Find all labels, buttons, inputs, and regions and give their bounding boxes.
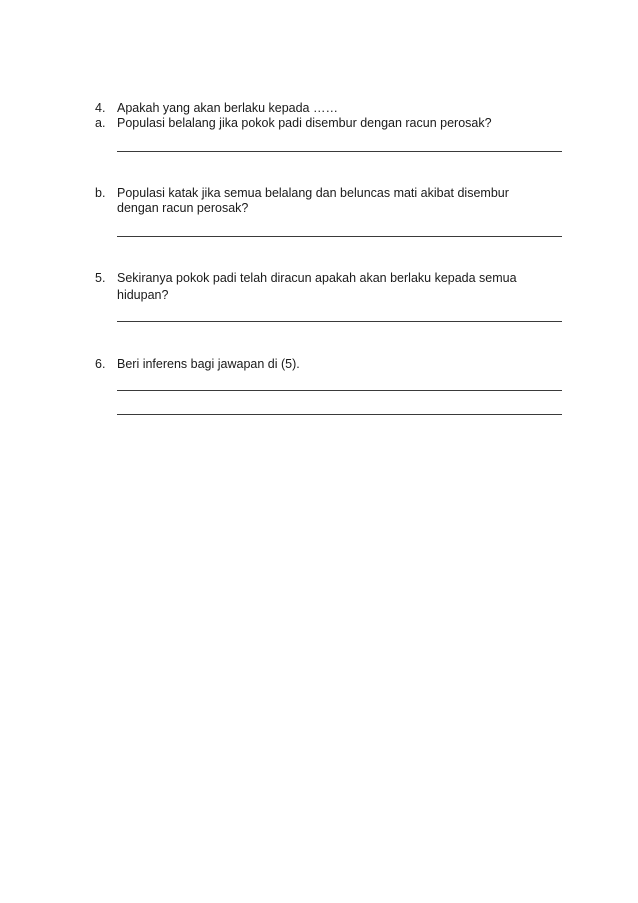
answer-line-5[interactable] [117, 321, 562, 322]
question-5 [0, 271, 638, 286]
question-4b [0, 186, 638, 201]
answer-line-4a[interactable] [117, 151, 562, 152]
question-4b-text-line2: dengan racun perosak? [117, 201, 249, 215]
question-4a-text: Populasi belalang jika pokok padi disembur dengan racun perosak? [117, 116, 492, 130]
question-5-number: 5. [95, 271, 106, 285]
question-5-text-line1: Sekiranya pokok padi telah diracun apakah akan berlaku kepada semua [117, 271, 517, 285]
answer-line-6-second[interactable] [117, 414, 562, 415]
question-4-number: 4. [95, 101, 106, 115]
question-6 [0, 357, 638, 372]
question-5-cont [0, 288, 638, 303]
question-6-number: 6. [95, 357, 106, 371]
question-4-text: Apakah yang akan berlaku kepada …… [117, 101, 338, 115]
question-4a-number: a. [95, 116, 106, 130]
question-4 [0, 101, 638, 116]
question-5-text-line2: hidupan? [117, 288, 169, 302]
answer-line-6-first[interactable] [117, 390, 562, 391]
question-4b-text-line1: Populasi katak jika semua belalang dan beluncas mati akibat disembur [117, 186, 509, 200]
question-4b-cont [0, 201, 638, 216]
question-6-text: Beri inferens bagi jawapan di (5). [117, 357, 300, 371]
question-4b-number: b. [95, 186, 106, 200]
question-4a [0, 116, 638, 131]
answer-line-4b[interactable] [117, 236, 562, 237]
